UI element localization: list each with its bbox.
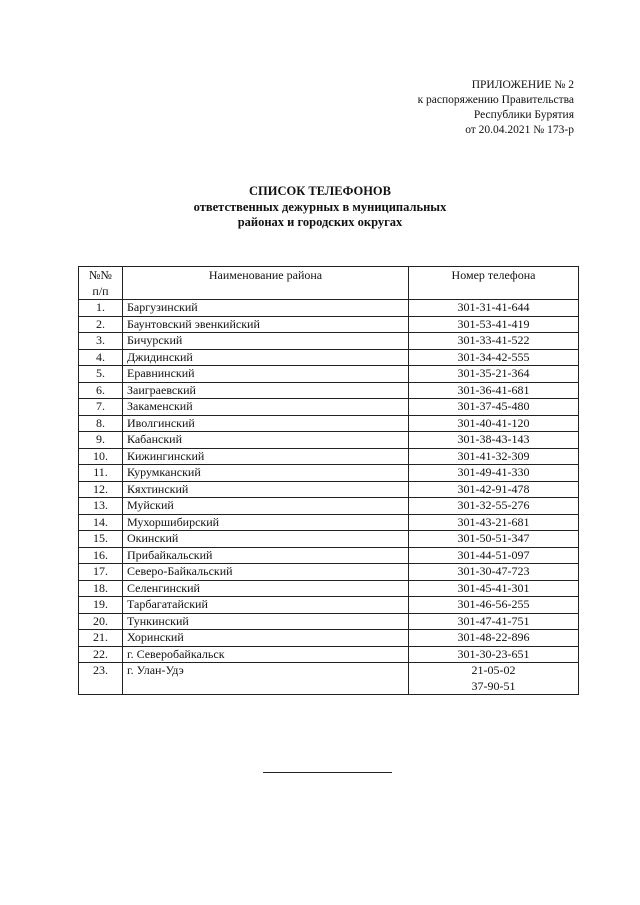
table-row <box>79 448 579 465</box>
table-row <box>79 531 579 548</box>
row-district-name: Бичурский <box>123 333 409 350</box>
table-row <box>79 349 579 366</box>
appendix-title: ПРИЛОЖЕНИЕ № 2 <box>471 79 574 91</box>
row-district-name: Мухоршибирский <box>123 514 409 531</box>
row-phone: 301-34-42-555 <box>409 349 579 366</box>
title-line-3: районах и городских округах <box>237 215 403 229</box>
table-header-row <box>79 267 579 300</box>
row-phone: 301-31-41-644 <box>409 300 579 317</box>
table-row <box>79 630 579 647</box>
row-phone: 301-44-51-097 <box>409 547 579 564</box>
table-row <box>79 646 579 663</box>
row-number: 18. <box>79 580 123 597</box>
row-district-name: Кабанский <box>123 432 409 449</box>
row-number: 1. <box>79 300 123 317</box>
row-district-name: Закаменский <box>123 399 409 416</box>
row-district-name: Окинский <box>123 531 409 548</box>
appendix-header <box>418 78 574 138</box>
table-row <box>79 432 579 449</box>
title-line-2: ответственных дежурных в муниципальных <box>193 199 447 214</box>
row-district-name: Джидинский <box>123 349 409 366</box>
row-number: 9. <box>79 432 123 449</box>
row-number: 23. <box>79 663 123 695</box>
appendix-date-line: от 20.04.2021 № 173-р <box>465 124 574 136</box>
appendix-order-line: к распоряжению Правительства <box>417 94 574 106</box>
row-number: 8. <box>79 415 123 432</box>
row-district-name: Баргузинский <box>123 300 409 317</box>
table-row <box>79 366 579 383</box>
row-number: 4. <box>79 349 123 366</box>
row-district-name: Муйский <box>123 498 409 515</box>
row-number: 3. <box>79 333 123 350</box>
table-row <box>79 498 579 515</box>
table-row <box>79 514 579 531</box>
table-row <box>79 316 579 333</box>
row-district-name: Баунтовский эвенкийский <box>123 316 409 333</box>
row-phone: 301-41-32-309 <box>409 448 579 465</box>
closing-divider-line <box>263 772 392 773</box>
row-number: 15. <box>79 531 123 548</box>
row-phone: 301-38-43-143 <box>409 432 579 449</box>
row-phone: 301-53-41-419 <box>409 316 579 333</box>
table-row <box>79 613 579 630</box>
document-title <box>0 184 640 231</box>
row-district-name: Северо-Байкальский <box>123 564 409 581</box>
row-phone: 301-37-45-480 <box>409 399 579 416</box>
row-district-name: г. Улан-Удэ <box>123 663 409 695</box>
row-district-name: Тарбагатайский <box>123 597 409 614</box>
row-district-name: Еравнинский <box>123 366 409 383</box>
row-number: 20. <box>79 613 123 630</box>
row-number: 14. <box>79 514 123 531</box>
appendix-republic-line: Республики Бурятия <box>473 109 574 121</box>
row-number: 19. <box>79 597 123 614</box>
table-row <box>79 547 579 564</box>
row-phone: 301-36-41-681 <box>409 382 579 399</box>
row-phone: 301-49-41-330 <box>409 465 579 482</box>
row-number: 10. <box>79 448 123 465</box>
row-district-name: Хоринский <box>123 630 409 647</box>
row-number: 13. <box>79 498 123 515</box>
header-number <box>79 267 123 300</box>
table-row <box>79 382 579 399</box>
row-district-name: Курумканский <box>123 465 409 482</box>
row-number: 11. <box>79 465 123 482</box>
header-district-name: Наименование района <box>123 267 409 300</box>
table-row <box>79 481 579 498</box>
header-phone: Номер телефона <box>409 267 579 300</box>
header-number-line-1: №№ <box>89 268 112 282</box>
row-district-name: Иволгинский <box>123 415 409 432</box>
row-phone: 301-30-47-723 <box>409 564 579 581</box>
row-phone: 301-30-23-651 <box>409 646 579 663</box>
title-line-1: СПИСОК ТЕЛЕФОНОВ <box>249 184 391 198</box>
row-number: 2. <box>79 316 123 333</box>
table-row <box>79 333 579 350</box>
row-district-name: Кяхтинский <box>123 481 409 498</box>
row-district-name: Кижингинский <box>123 448 409 465</box>
table-row <box>79 415 579 432</box>
row-phone: 301-35-21-364 <box>409 366 579 383</box>
table-row <box>79 465 579 482</box>
row-number: 21. <box>79 630 123 647</box>
header-number-line-2: п/п <box>92 283 109 298</box>
row-district-name: Прибайкальский <box>123 547 409 564</box>
row-number: 7. <box>79 399 123 416</box>
row-district-name: Заиграевский <box>123 382 409 399</box>
row-phone: 301-43-21-681 <box>409 514 579 531</box>
row-phone: 301-33-41-522 <box>409 333 579 350</box>
row-number: 5. <box>79 366 123 383</box>
phones-table <box>78 266 579 695</box>
row-number: 16. <box>79 547 123 564</box>
row-phone <box>409 663 579 695</box>
row-district-name: Селенгинский <box>123 580 409 597</box>
row-phone-line-2: 37-90-51 <box>471 678 516 693</box>
table-row-last <box>79 663 579 695</box>
table-row <box>79 300 579 317</box>
row-phone: 301-42-91-478 <box>409 481 579 498</box>
row-phone: 301-50-51-347 <box>409 531 579 548</box>
row-phone: 301-47-41-751 <box>409 613 579 630</box>
table-row <box>79 580 579 597</box>
row-number: 17. <box>79 564 123 581</box>
row-phone: 301-32-55-276 <box>409 498 579 515</box>
row-phone: 301-48-22-896 <box>409 630 579 647</box>
row-phone-line-1: 21-05-02 <box>471 663 516 677</box>
table-row <box>79 597 579 614</box>
table-row <box>79 399 579 416</box>
row-phone: 301-45-41-301 <box>409 580 579 597</box>
row-number: 12. <box>79 481 123 498</box>
row-district-name: Тункинский <box>123 613 409 630</box>
table-row <box>79 564 579 581</box>
row-phone: 301-40-41-120 <box>409 415 579 432</box>
row-phone: 301-46-56-255 <box>409 597 579 614</box>
row-district-name: г. Северобайкальск <box>123 646 409 663</box>
row-number: 6. <box>79 382 123 399</box>
row-number: 22. <box>79 646 123 663</box>
